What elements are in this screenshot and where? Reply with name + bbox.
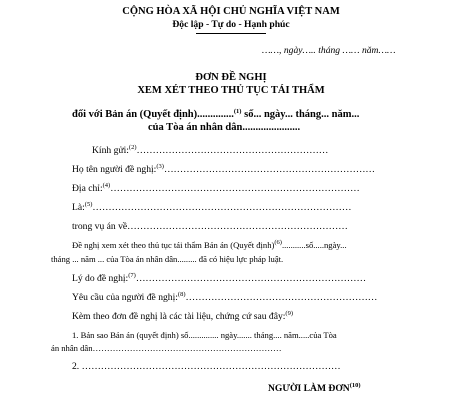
attachment-item-1-line-2: án nhân dân………………………………………………………… (51, 343, 282, 353)
address-line (72, 184, 360, 194)
signature-note: (10) (349, 382, 361, 389)
reason-label: Lý do đề nghị: (72, 273, 129, 284)
address-label: Địa chỉ: (72, 183, 103, 194)
role-dots: ……………………………………………………………………… (92, 202, 352, 213)
reason-line (72, 274, 366, 284)
request-note: (6) (274, 239, 282, 246)
demand-note: (8) (177, 291, 186, 298)
national-motto: Độc lập - Tự do - Hạnh phúc (172, 19, 290, 30)
requester-note: (3) (156, 163, 164, 170)
address-dots: …………………………………………………………………… (110, 183, 360, 194)
demand-dots: …………………………………………………… (185, 292, 378, 303)
form-subtitle: XEM XÉT THEO THỦ TỤC TÁI THẨM (137, 85, 325, 96)
date-line: ……, ngày….. tháng …… năm…… (262, 45, 396, 56)
case-line (72, 222, 348, 232)
request-line-2: tháng ... năm ... của Tòa án nhân dân......... đã có hiệu lực pháp luật. (51, 254, 284, 264)
case-dots: …………………………………………………………… (127, 221, 348, 232)
subject-note: (1) (233, 108, 242, 115)
requester-label: Họ tên người đề nghị: (72, 164, 157, 175)
recipient-dots: …………………………………………………… (136, 145, 329, 156)
requester-line (72, 165, 375, 175)
requester-dots: ………………………………………………………… (163, 164, 376, 175)
country-name: CỘNG HÒA XÃ HỘI CHỦ NGHĨA VIỆT NAM (122, 6, 340, 17)
signature-label (268, 384, 361, 394)
form-title: ĐƠN ĐỀ NGHỊ (195, 72, 267, 83)
demand-label: Yêu cầu của người đề nghị: (72, 292, 178, 303)
attachment-item-1-line-1: 1. Bản sao Bản án (quyết định) số.............. ngày....... tháng.... năm.....của Tòa (72, 330, 337, 340)
attachments-text: Kèm theo đơn đề nghị là các tài liệu, chứng cứ sau đây: (72, 311, 286, 322)
recipient-label: Kính gửi: (92, 145, 129, 156)
recipient-line (92, 146, 328, 156)
attachments-note: (9) (285, 310, 294, 317)
attachments-intro (72, 312, 293, 322)
motto-underline (196, 33, 266, 34)
request-line-1 (72, 241, 347, 250)
subject-text-a: đối với Bản án (Quyết định).............. (72, 109, 234, 120)
demand-line (72, 293, 377, 303)
subject-line-1 (72, 110, 359, 121)
address-note: (4) (102, 182, 111, 189)
request-tail: ...........số.....ngày... (281, 240, 347, 250)
reason-dots: ……………………………………………………………… (135, 273, 367, 284)
role-line (72, 203, 351, 213)
signature-text: NGƯỜI LÀM ĐƠN (268, 383, 350, 394)
attachment-item-2: 2. ……………………………………………………………………… (72, 361, 341, 372)
recipient-note: (2) (128, 144, 137, 151)
request-text: Đề nghị xem xét theo thủ tục tái thẩm Bản án (Quyết định) (72, 240, 275, 250)
subject-line-2: của Tòa án nhân dân...................... (148, 122, 301, 133)
role-label: Là: (72, 202, 85, 213)
subject-text-b: số... ngày... tháng... năm... (241, 109, 360, 120)
role-note: (5) (84, 201, 93, 208)
reason-note: (7) (128, 272, 136, 279)
case-label: trong vụ án về (72, 221, 128, 232)
